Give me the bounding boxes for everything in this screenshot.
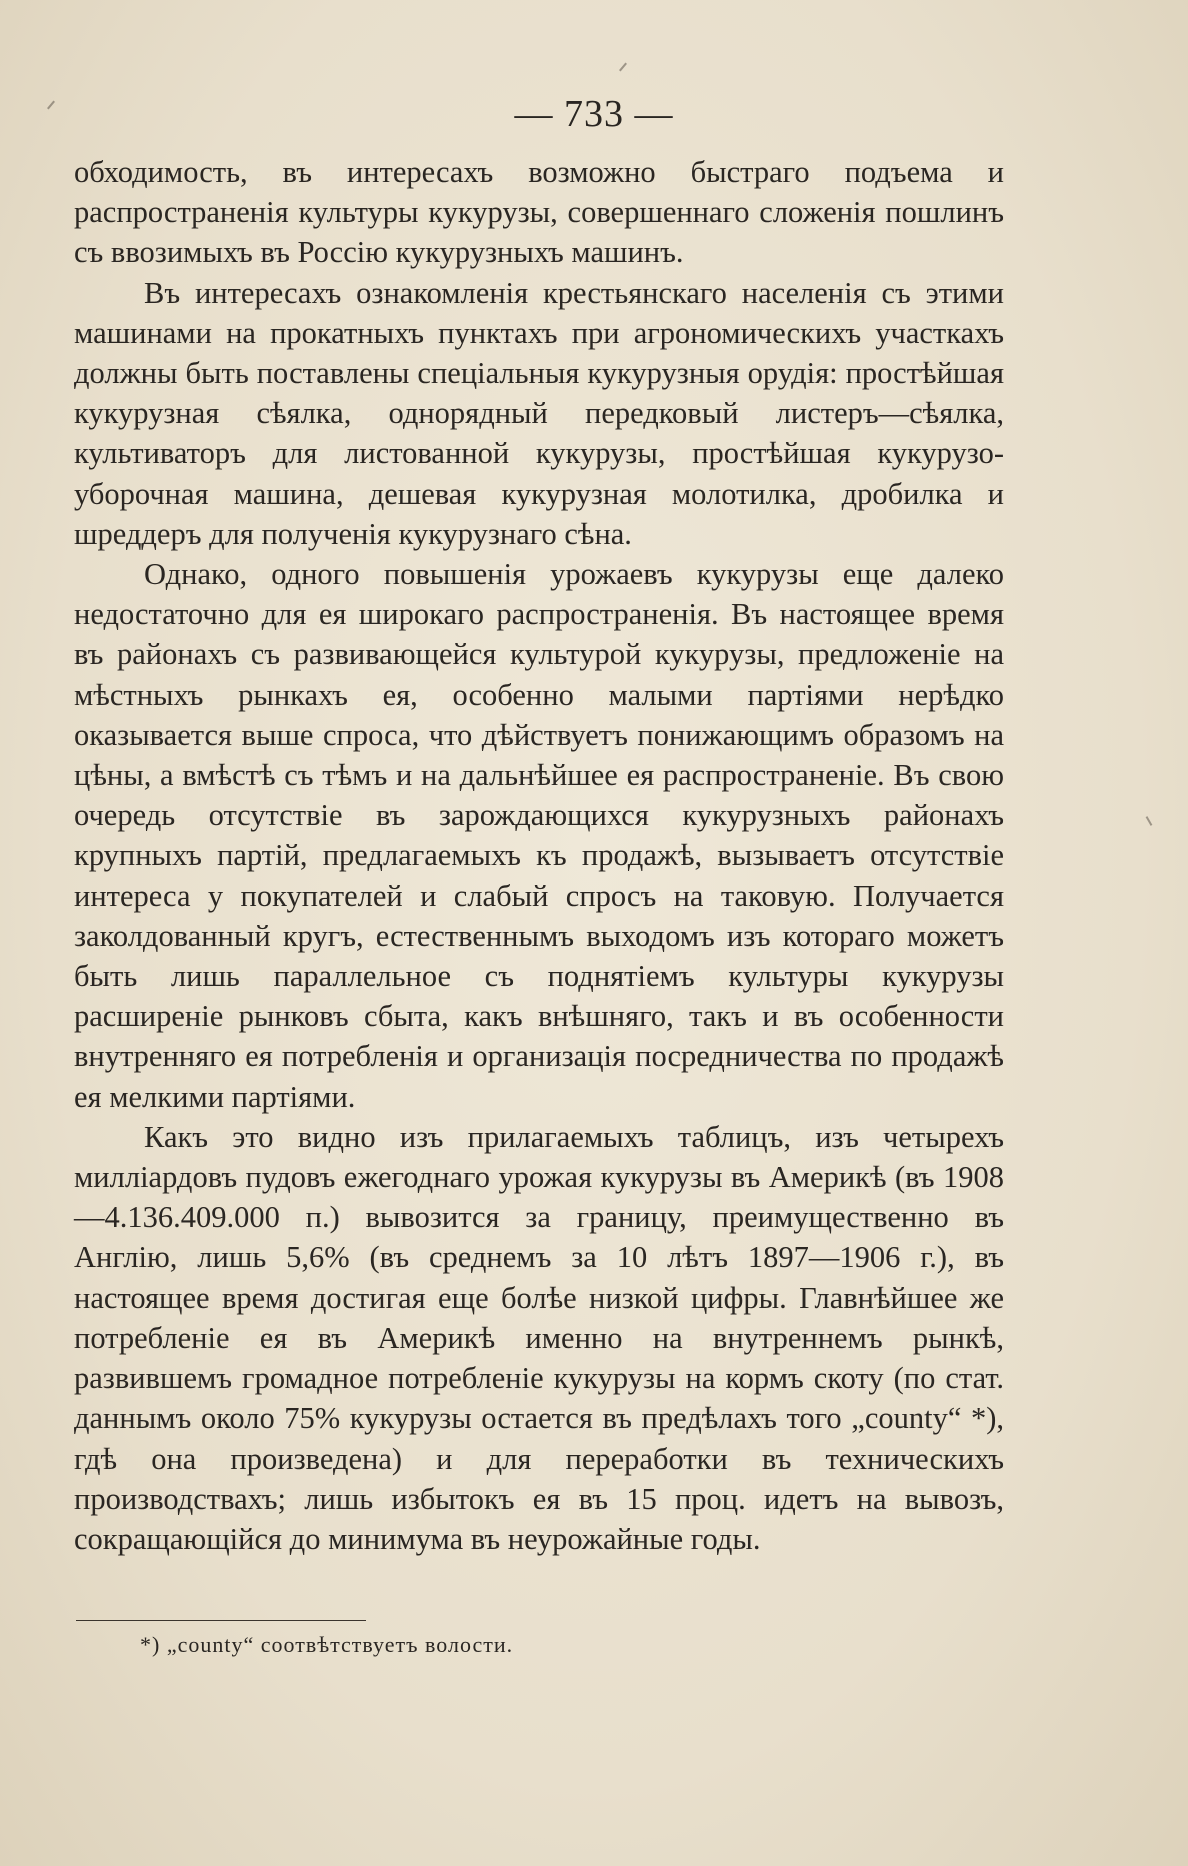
paragraph-1: обходимость, въ интересахъ возможно быстраго подъема и распространенія культуры кукурузы, совершеннаго сложенія пошлинъ съ ввозимыхъ въ Россію кукурузныхъ машинъ. [74,155,1004,270]
page-number: — 733 — [514,93,674,135]
paragraph-4: Какъ это видно изъ прилагаемыхъ таблицъ, изъ четырехъ милліардовъ пудовъ ежегоднаго урожая кукурузы въ Америкѣ (въ 1908—4.136.409.000 п.) вывозится за границу, преимущественно въ Англію, лишь 5,6% (въ среднемъ за 10 лѣтъ 1897—1906 г.), въ настоящее время достигая еще болѣе низкой цифры. Главнѣйшее же потребленіе ея въ Америкѣ именно на внутреннемъ рынкѣ, развившемъ громадное потребленіе кукурузы на кормъ скоту (по стат. даннымъ около 75% кукурузы остается въ предѣлахъ того „county“ *), гдѣ она произведена) и для переработки въ техническихъ производствахъ; лишь избытокъ ея въ 15 проц. идетъ на вывозъ, сокращающійся до минимума въ неурожайные годы. [74,1119,1004,1556]
paper-speck [1146,816,1153,826]
paragraph-3: Однако, одного повышенія урожаевъ кукурузы еще далеко недостаточно для ея широкаго распространенія. Въ настоящее время въ районахъ съ развивающейся культурой кукурузы, предложеніе на мѣстныхъ рынкахъ ея, особенно малыми партіями нерѣдко оказывается выше спроса, что дѣйствуетъ понижающимъ образомъ на цѣны, а вмѣстѣ съ тѣмъ и на дальнѣйшее ея распространеніе. Въ свою очередь отсутствіе въ зарождающихся кукурузныхъ районахъ крупныхъ партій, предлагаемыхъ къ продажѣ, вызываетъ отсутствіе интереса у покупателей и слабый спросъ на таковую. Получается заколдованный кругъ, естественнымъ выходомъ изъ котораго можетъ быть лишь параллельное съ поднятіемъ культуры кукурузы расширеніе рынковъ сбыта, какъ внѣшняго, такъ и въ особенности внутренняго ея потребленія и организація посредничества по продажѣ ея мелкими партіями. [74,557,1004,1114]
paper-speck [619,63,627,72]
paragraph-2: Въ интересахъ ознакомленія крестьянскаго населенія съ этими машинами на прокатныхъ пунктахъ при агрономическихъ участкахъ должны быть поставлены спеціальныя кукурузныя орудія: простѣйшая кукурузная сѣялка, однорядный передковый листеръ—сѣялка, культиваторъ для листованной кукурузы, простѣйшая кукурузо-уборочная машина, дешевая кукурузная молотилка, дробилка и шреддеръ для полученія кукурузнаго сѣна. [74,275,1004,551]
footnote: *) „county“ соотвѣтствуетъ волости. [140,1632,514,1657]
main-text [74,152,1004,1559]
footnote-divider [76,1620,366,1621]
